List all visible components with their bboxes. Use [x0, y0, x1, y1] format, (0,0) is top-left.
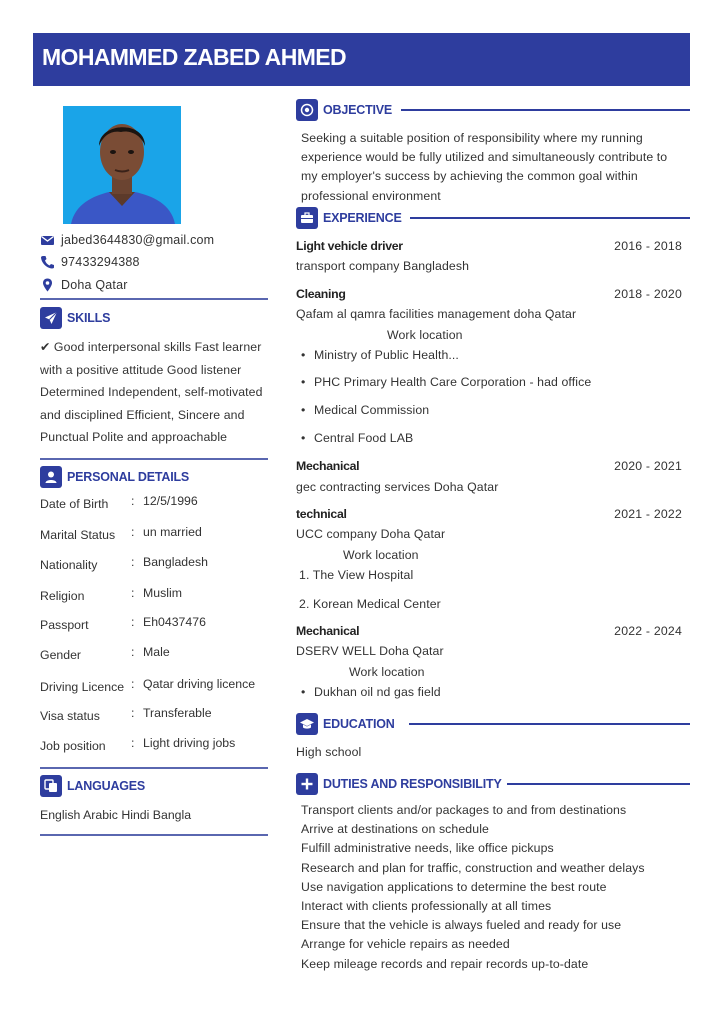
- duty-item: Ensure that the vehicle is always fueled and ready for use: [301, 918, 622, 933]
- personal-details-heading: [40, 466, 268, 490]
- work-location-label: Work location: [349, 665, 425, 679]
- colon: :: [131, 525, 135, 539]
- personal-value: Qatar driving licence: [143, 677, 256, 691]
- personal-value: Bangladesh: [143, 555, 208, 569]
- personal-key: Nationality: [40, 558, 98, 572]
- personal-value: Light driving jobs: [143, 736, 236, 750]
- work-location-item: • PHC Primary Health Care Corporation - had office: [314, 375, 591, 389]
- work-location-label: Work location: [343, 548, 419, 562]
- objective-line: experience would be fully utilized and simultaneously contribute to: [301, 150, 668, 165]
- objective-text: [301, 129, 667, 206]
- work-location-label: Work location: [387, 328, 463, 342]
- languages-heading: [40, 775, 268, 799]
- personal-row: [40, 736, 272, 754]
- target-icon: [296, 99, 318, 121]
- plus-icon: [296, 773, 318, 795]
- personal-row: [40, 586, 272, 604]
- education-heading: [296, 713, 690, 737]
- personal-row: [40, 525, 272, 543]
- colon: :: [131, 645, 135, 659]
- work-location-item: • Central Food LAB: [314, 431, 413, 445]
- duties-title: DUTIES AND RESPONSIBILITY: [323, 777, 502, 791]
- colon: :: [131, 555, 135, 569]
- objective-heading: [296, 99, 690, 123]
- job-title: Cleaning: [296, 287, 346, 301]
- paper-plane-icon: [40, 307, 62, 329]
- phone-icon: [40, 255, 55, 269]
- objective-line: Seeking a suitable position of responsibility where my running: [301, 131, 643, 145]
- heading-rule: [409, 723, 690, 725]
- contact-email: [40, 232, 268, 252]
- profile-photo: [63, 106, 181, 224]
- personal-key: Date of Birth: [40, 497, 109, 511]
- personal-key: Marital Status: [40, 528, 116, 542]
- languages-text: English Arabic Hindi Bangla: [40, 808, 192, 822]
- colon: :: [131, 706, 135, 720]
- heading-rule: [410, 217, 690, 219]
- skills-title: SKILLS: [67, 311, 111, 325]
- work-location-item: • Medical Commission: [314, 403, 429, 417]
- personal-value: 12/5/1996: [143, 494, 198, 508]
- objective-title: OBJECTIVE: [323, 103, 393, 117]
- job-title: technical: [296, 507, 347, 521]
- job-company: Qafam al qamra facilities management doha Qatar: [296, 307, 577, 321]
- colon: :: [131, 677, 135, 691]
- divider: [40, 767, 268, 769]
- experience-title: EXPERIENCE: [323, 211, 402, 225]
- duties-heading: [296, 773, 690, 797]
- work-location-item: • Ministry of Public Health...: [314, 348, 459, 362]
- work-location-item: 2. Korean Medical Center: [299, 597, 441, 611]
- job-years: 2018 - 2020: [614, 287, 682, 301]
- education-text: High school: [296, 745, 362, 759]
- email-text: jabed3644830@gmail.com: [61, 233, 215, 247]
- duties-list: [301, 801, 645, 974]
- colon: :: [131, 736, 135, 750]
- contact-phone: [40, 254, 268, 274]
- personal-details-title: PERSONAL DETAILS: [67, 470, 190, 484]
- personal-key: Passport: [40, 618, 89, 632]
- personal-row: [40, 494, 272, 512]
- candidate-name: MOHAMMED ZABED AHMED: [42, 44, 347, 70]
- briefcase-icon: [296, 207, 318, 229]
- job-years: 2021 - 2022: [614, 507, 682, 521]
- heading-rule: [507, 783, 690, 785]
- objective-line: my employer's success by achieving the common goal within: [301, 169, 638, 184]
- duty-item: Research and plan for traffic, construction and weather delays: [301, 860, 645, 875]
- personal-key: Driving Licence: [40, 680, 125, 694]
- graduation-cap-icon: [296, 713, 318, 735]
- job-title: Light vehicle driver: [296, 239, 403, 253]
- job-company: DSERV WELL Doha Qatar: [296, 644, 444, 658]
- job-years: 2016 - 2018: [614, 239, 682, 253]
- phone-text: 97433294388: [61, 255, 140, 269]
- languages-title: LANGUAGES: [67, 779, 146, 793]
- personal-key: Religion: [40, 589, 85, 603]
- duty-item: Interact with clients professionally at all times: [301, 899, 552, 914]
- skills-text: ✔ Good interpersonal skills Fast learner with a positive attitude Good listener Determined Independent, self-motivated and disciplined Efficient, Sincere and Punctual Polite and approachable: [40, 340, 263, 445]
- work-location-item: 1. The View Hospital: [299, 568, 414, 582]
- job-company: gec contracting services Doha Qatar: [296, 480, 499, 494]
- translate-icon: [40, 775, 62, 797]
- duty-item: Transport clients and/or packages to and from destinations: [301, 803, 627, 817]
- personal-row: [40, 615, 272, 633]
- colon: :: [131, 586, 135, 600]
- job-years: 2020 - 2021: [614, 459, 682, 473]
- duty-item: Fulfill administrative needs, like office pickups: [301, 841, 554, 856]
- duty-item: Arrange for vehicle repairs as needed: [301, 937, 510, 952]
- divider: [40, 298, 268, 300]
- contact-location: [40, 277, 268, 297]
- duty-item: Arrive at destinations on schedule: [301, 822, 489, 837]
- objective-line: professional environment: [301, 188, 441, 203]
- divider: [40, 834, 268, 836]
- personal-value: Muslim: [143, 586, 182, 600]
- location-pin-icon: [40, 278, 55, 292]
- job-title: Mechanical: [296, 459, 360, 473]
- colon: :: [131, 615, 135, 629]
- experience-heading: [296, 207, 690, 231]
- personal-value: Transferable: [143, 706, 212, 720]
- location-text: Doha Qatar: [61, 278, 128, 292]
- personal-key: Gender: [40, 648, 82, 662]
- person-icon: [40, 466, 62, 488]
- heading-rule: [401, 109, 690, 111]
- job-company: transport company Bangladesh: [296, 259, 470, 273]
- personal-value: Male: [143, 645, 170, 659]
- name-banner: [33, 33, 690, 86]
- personal-row: [40, 555, 272, 573]
- job-title: Mechanical: [296, 624, 360, 638]
- personal-row: [40, 677, 272, 695]
- personal-row: [40, 706, 272, 724]
- duty-item: Keep mileage records and repair records up-to-date: [301, 956, 589, 971]
- divider: [40, 458, 268, 460]
- mail-icon: [40, 233, 55, 247]
- education-title: EDUCATION: [323, 717, 395, 731]
- colon: :: [131, 494, 135, 508]
- personal-row: [40, 645, 272, 663]
- duty-item: Use navigation applications to determine the best route: [301, 879, 607, 894]
- skills-heading: [40, 307, 268, 331]
- personal-value: Eh0437476: [143, 615, 206, 629]
- personal-value: un married: [143, 525, 202, 539]
- personal-key: Job position: [40, 739, 106, 753]
- personal-key: Visa status: [40, 709, 100, 723]
- job-company: UCC company Doha Qatar: [296, 527, 446, 541]
- job-years: 2022 - 2024: [614, 624, 682, 638]
- work-location-item: • Dukhan oil nd gas field: [314, 685, 441, 699]
